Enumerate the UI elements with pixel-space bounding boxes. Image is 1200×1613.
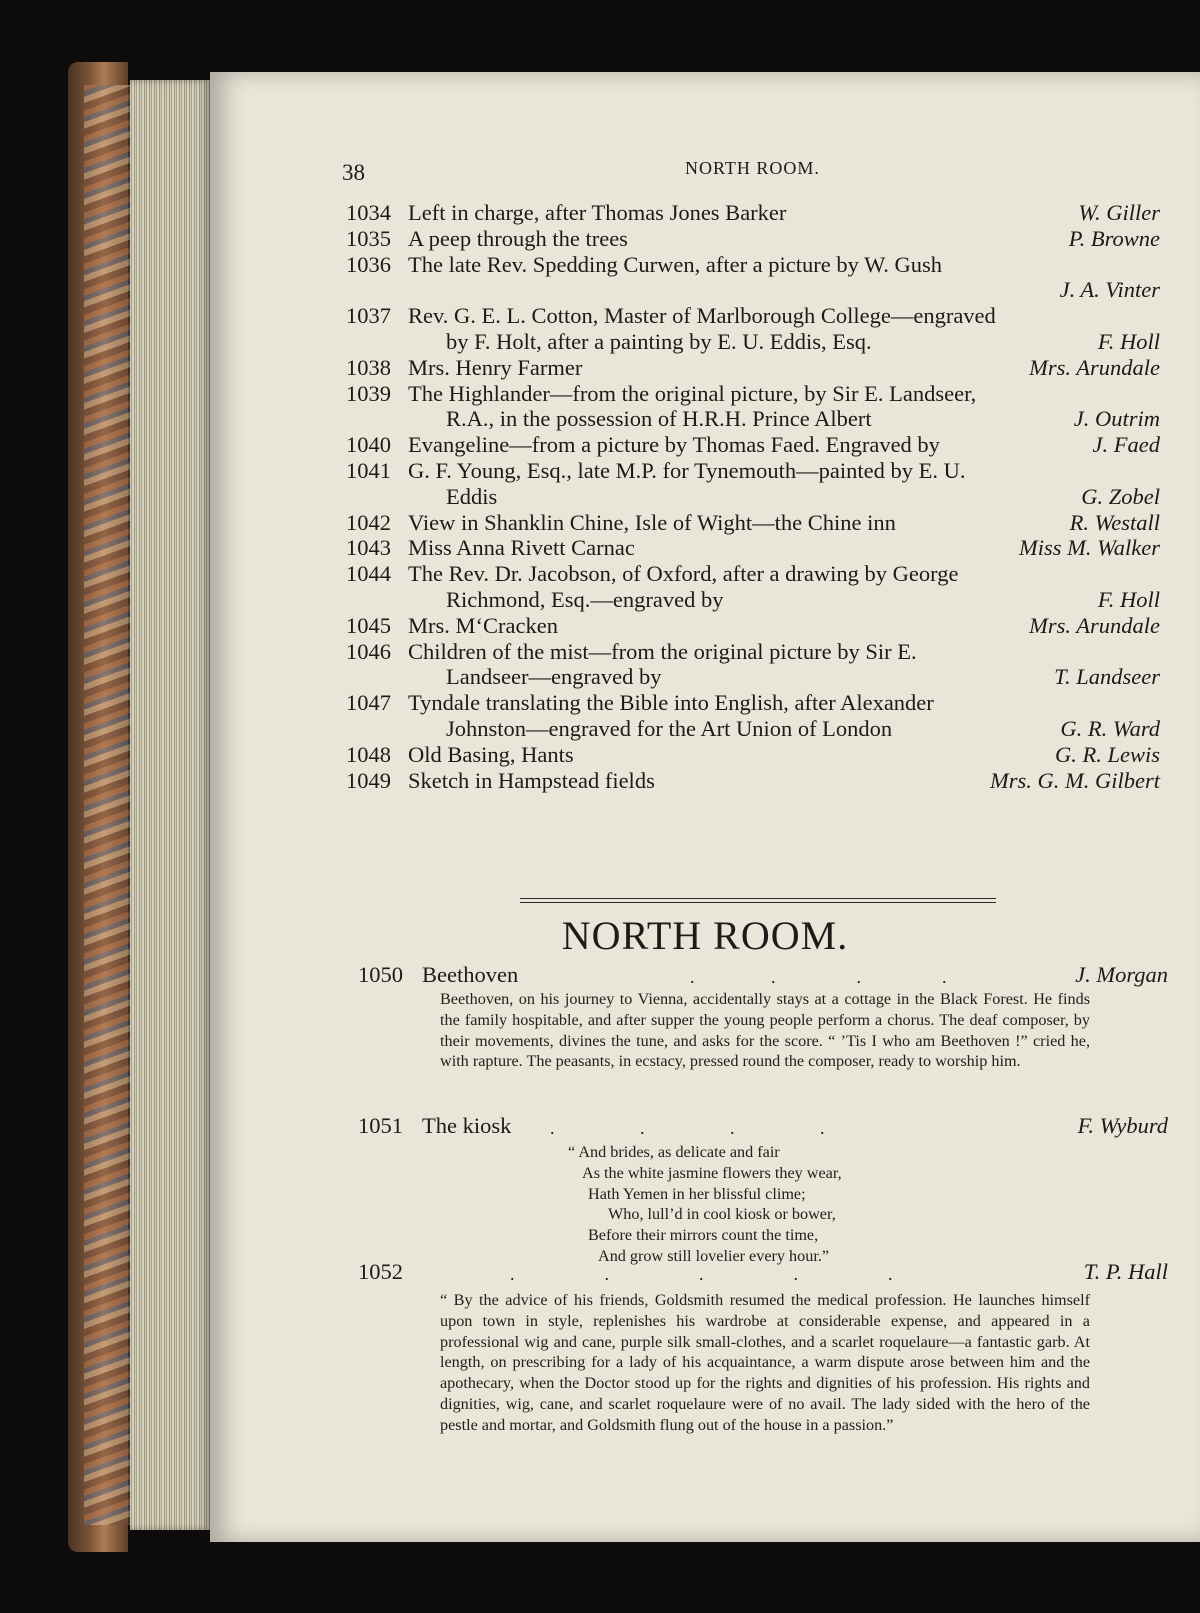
entry-artist: Mrs. Arundale [1029, 612, 1160, 638]
page-number: 38 [342, 160, 365, 185]
entry-number: 1034 [346, 200, 391, 225]
entry-number: 1042 [346, 509, 391, 535]
catalogue-entry [210, 510, 1200, 536]
entry-number: 1050 [358, 962, 403, 987]
entry-line [210, 277, 1200, 303]
entry-title: Mrs. Henry Farmer [408, 354, 583, 380]
entry-line [210, 510, 1200, 536]
entry-number: 1051 [358, 1113, 403, 1138]
catalogue-entry [210, 432, 1200, 458]
entry-title: Evangeline—from a picture by Thomas Faed. Engraved by [408, 432, 940, 458]
entry-number: 1043 [346, 535, 391, 561]
entry-title: Johnston—engraved for the Art Union of London [446, 715, 893, 741]
catalogue-entry [210, 226, 1200, 252]
entry-number: 1048 [346, 741, 391, 767]
entry-title: Miss Anna Rivett Carnac [408, 535, 635, 561]
entry-number: 1047 [346, 690, 391, 716]
catalogue-entry [210, 381, 1200, 433]
entry-line [210, 664, 1200, 690]
poem-line: “ And brides, as delicate and fair [568, 1143, 780, 1161]
poem-line: Who, lull’d in cool kiosk or bower, [608, 1205, 836, 1224]
entry-line [210, 303, 1200, 329]
entry-line [210, 200, 1200, 226]
entry-number: 1040 [346, 432, 391, 458]
entry-line [210, 355, 1200, 381]
page-edges [130, 80, 212, 1530]
catalogue-entry [210, 639, 1200, 691]
entry-line [210, 535, 1200, 561]
poem-line: And grow still lovelier every hour.” [598, 1246, 830, 1265]
poem-line: Before their mirrors count the time, [588, 1226, 819, 1245]
catalogue-entry-1052: 1052 . . . . . T. P. Hall “ By the advice of his friends, Goldsmith resumed the medical profession. He launches himself upon town in style, replenishes his wardrobe at considerable expense, and appeared in a professional wig and cane, purple silk small-clothes, and a scarlet roquelaure—a fantastic garb. At length, on prescribing for a lady of his acquaintance, a warm dispute arose between him and the apothecary, when the Doctor stood up for the rights and dignities of his profession. His rights and dignities, wig, cane, and scarlet roquelaure were of no avail. The lady sided with the hero of the pestle and mortar, and Goldsmith flung out of the house in a passion.” [358, 1259, 1168, 1434]
entry-title: The late Rev. Spedding Curwen, after a picture by W. Gush [408, 251, 943, 277]
entry-line [210, 432, 1200, 458]
entry-line [210, 587, 1200, 613]
catalogue-entry [210, 303, 1200, 355]
entry-description: “ By the advice of his friends, Goldsmith resumed the medical profession. He launches himself upon town in style, replenishes his wardrobe at considerable expense, and appeared in a professional wig and cane, purple silk small-clothes, and a scarlet roquelaure—a fantastic garb. At length, on prescribing for a lady of his acquaintance, a warm dispute arose between him and the apothecary, when the Doctor stood up for the rights and dignities of his profession. His rights and dignities, wig, cane, and scarlet roquelaure were of no avail. The lady sided with the hero of the pestle and mortar, and Goldsmith flung out of the house in a passion.” [440, 1291, 1090, 1434]
entry-line [210, 406, 1200, 432]
entry-number: 1041 [346, 457, 391, 483]
entry-artist: J. Outrim [1073, 406, 1160, 432]
entry-number: 1039 [346, 380, 391, 406]
poem-line: Hath Yemen in her blissful clime; [588, 1184, 806, 1203]
entry-line [210, 561, 1200, 587]
entry-artist: J. Faed [1092, 432, 1160, 458]
entry-artist: Mrs. G. M. Gilbert [990, 767, 1160, 793]
entry-title: Mrs. M‘Cracken [408, 612, 558, 638]
catalogue-entry-1051: 1051 The kiosk . . . . F. Wyburd “ And brides, as delicate and fair As the white jasmine flowers they wear, Hath Yemen in her blissful clime; Who, lull’d in cool kiosk or bower, Before their mirrors count the time, And grow still lovelier every hour.” [358, 1113, 1168, 1265]
entry-title: Landseer—engraved by [446, 664, 662, 690]
entry-title: Left in charge, after Thomas Jones Barker [408, 200, 787, 225]
page-content [210, 72, 1200, 1542]
catalogue-entry [210, 768, 1200, 794]
section-double-rule [520, 898, 996, 903]
entry-title: Richmond, Esq.—engraved by [446, 586, 724, 612]
entry-title: The Highlander—from the original picture, by Sir E. Landseer, [408, 380, 977, 406]
entry-number: 1035 [346, 225, 391, 251]
entry-number: 1036 [346, 251, 391, 277]
entry-number: 1044 [346, 561, 391, 587]
entry-line [210, 613, 1200, 639]
entry-title: Children of the mist—from the original picture by Sir E. [408, 638, 917, 664]
entry-line [210, 329, 1200, 355]
entry-number: 1038 [346, 354, 391, 380]
entry-line [210, 226, 1200, 252]
entry-artist: T. P. Hall [1083, 1259, 1168, 1284]
catalogue-page [210, 72, 1200, 1542]
entry-number: 1049 [346, 767, 391, 793]
entry-line [210, 768, 1200, 794]
entry-title: Rev. G. E. L. Cotton, Master of Marlborough College—engraved [408, 303, 996, 329]
entry-artist: G. R. Lewis [1054, 741, 1160, 767]
entry-title: Eddis [446, 483, 498, 509]
entry-title: R.A., in the possession of H.R.H. Prince Albert [446, 406, 872, 432]
entry-artist: F. Holl [1097, 328, 1160, 354]
entry-title: View in Shanklin Chine, Isle of Wight—the Chine inn [408, 509, 896, 535]
entry-title: A peep through the trees [408, 225, 628, 251]
entry-number: 1052 [358, 1259, 403, 1284]
entry-line [210, 639, 1200, 665]
catalogue-entry [210, 458, 1200, 510]
entry-number: 1045 [346, 612, 391, 638]
entry-line [210, 381, 1200, 407]
entry-line [210, 742, 1200, 768]
entry-title: by F. Holt, after a painting by E. U. Eddis, Esq. [446, 328, 872, 354]
catalogue-entry [210, 252, 1200, 304]
catalogue-entry [210, 690, 1200, 742]
entry-title: Tyndale translating the Bible into English, after Alexander [408, 690, 934, 716]
catalogue-entry [210, 355, 1200, 381]
catalogue-entry-1050: 1050 Beethoven . . . . J. Morgan Beethoven, on his journey to Vienna, accidentally stays at a cottage in the Black Forest. He finds the family hospitable, and after supper the young people perform a chorus. The deaf composer, by their movements, divines the tune, and asks for the score. “ ’Tis I who am Beethoven !” cried he, with rapture. The peasants, in ecstacy, pressed round the composer, ready to worship him. [358, 962, 1168, 1071]
entry-number: 1046 [346, 638, 391, 664]
entry-artist: G. R. Ward [1060, 715, 1160, 741]
catalogue-entry [210, 535, 1200, 561]
entry-artist: P. Browne [1068, 225, 1160, 251]
entry-line [210, 690, 1200, 716]
entry-artist: T. Landseer [1054, 664, 1160, 690]
entry-title: The kiosk [422, 1113, 512, 1138]
entry-description: Beethoven, on his journey to Vienna, accidentally stays at a cottage in the Black Forest. He finds the family hospitable, and after supper the young people perform a chorus. The deaf composer, by their movements, divines the tune, and asks for the score. “ ’Tis I who am Beethoven !” cried he, with rapture. The peasants, in ecstacy, pressed round the composer, ready to worship him. [440, 990, 1090, 1071]
entry-line [210, 252, 1200, 278]
entry-artist: Miss M. Walker [1018, 535, 1160, 561]
entry-title: G. F. Young, Esq., late M.P. for Tynemouth—painted by E. U. [408, 457, 966, 483]
marbled-endpaper [84, 85, 132, 1525]
entry-number: 1037 [346, 303, 391, 329]
entry-title: Sketch in Hampstead fields [408, 767, 655, 793]
entry-title: Old Basing, Hants [408, 741, 574, 767]
entry-artist: Mrs. Arundale [1029, 354, 1160, 380]
entry-line [210, 716, 1200, 742]
catalogue-entry [210, 613, 1200, 639]
entry-artist: F. Holl [1097, 586, 1160, 612]
entry-artist: J. A. Vinter [1059, 277, 1160, 303]
entry-title: The Rev. Dr. Jacobson, of Oxford, after a drawing by George [408, 561, 959, 587]
entry-artist: J. Morgan [1075, 962, 1168, 987]
entry-title: Beethoven [422, 962, 519, 987]
entry-line [210, 458, 1200, 484]
entry-artist: F. Wyburd [1077, 1113, 1168, 1138]
catalogue-entry [210, 561, 1200, 613]
entry-poem [568, 1142, 842, 1267]
running-head: NORTH ROOM. [685, 158, 820, 178]
section-title: NORTH ROOM. [561, 913, 849, 958]
entry-artist: W. Giller [1078, 200, 1160, 225]
entry-artist: G. Zobel [1081, 483, 1160, 509]
catalogue-entry [210, 742, 1200, 768]
entry-artist: R. Westall [1069, 509, 1160, 535]
poem-line: As the white jasmine flowers they wear, [582, 1163, 842, 1182]
catalogue-entry [210, 200, 1200, 226]
entry-line [210, 484, 1200, 510]
catalogue-entries [210, 200, 1200, 793]
